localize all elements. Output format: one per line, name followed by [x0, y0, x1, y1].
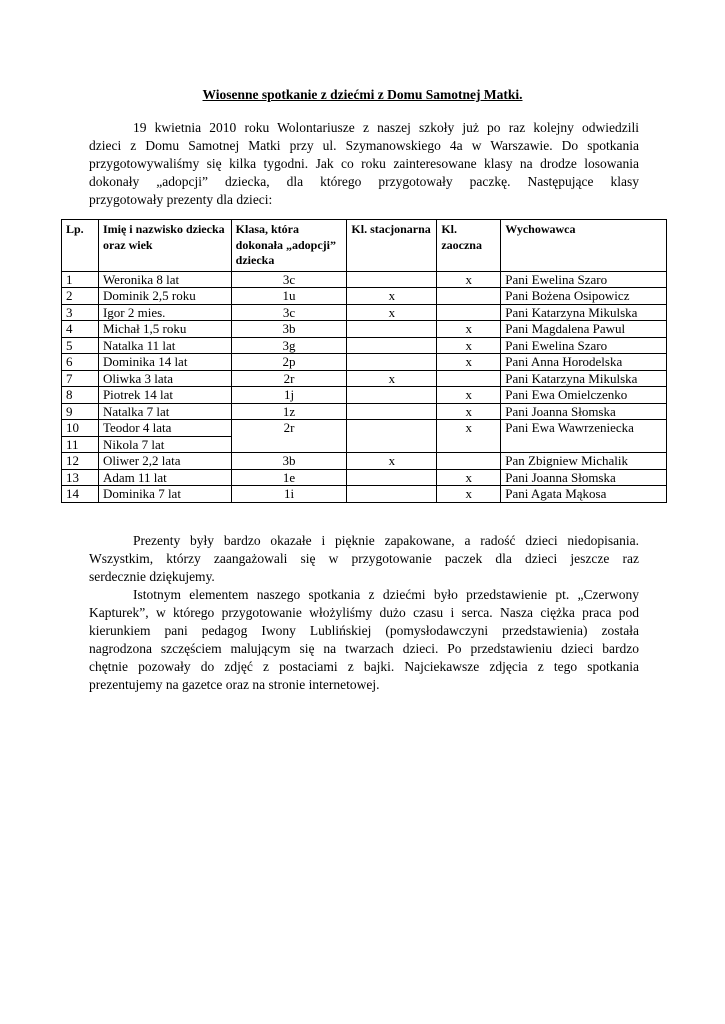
cell-lp: 4 [62, 321, 99, 338]
cell-class: 3b [231, 321, 347, 338]
cell-class: 1z [231, 403, 347, 420]
cell-name: Teodor 4 lata [98, 420, 231, 437]
cell-name: Dominika 7 lat [98, 486, 231, 503]
header-zaoczna: Kl. zaoczna [437, 220, 501, 272]
cell-lp: 8 [62, 387, 99, 404]
final-line: chętnie pozowały do zdjęć z postaciami z bajki. Najciekawsze zdjęcia z tego spotkania [89, 659, 639, 674]
cell-teacher: Pani Ewa Wawrzeniecka [501, 420, 667, 453]
cell-stacjonarna [347, 403, 437, 420]
cell-class: 3c [231, 304, 347, 321]
table-row [62, 486, 667, 503]
cell-class: 1j [231, 387, 347, 404]
intro-paragraph [89, 119, 639, 209]
cell-lp: 6 [62, 354, 99, 371]
cell-zaoczna: x [437, 469, 501, 486]
cell-zaoczna [437, 288, 501, 305]
cell-stacjonarna [347, 387, 437, 404]
table-row [62, 337, 667, 354]
cell-class: 1e [231, 469, 347, 486]
header-stacjonarna: Kl. stacjonarna [347, 220, 437, 272]
closing-line: Prezenty były bardzo okazałe i pięknie zapakowane, a radość dzieci niedopisania. [133, 533, 639, 548]
cell-lp: 7 [62, 370, 99, 387]
cell-zaoczna: x [437, 420, 501, 453]
header-teacher: Wychowawca [501, 220, 667, 272]
cell-zaoczna: x [437, 486, 501, 503]
cell-lp: 14 [62, 486, 99, 503]
cell-name: Weronika 8 lat [98, 271, 231, 288]
cell-name: Adam 11 lat [98, 469, 231, 486]
cell-teacher: Pani Magdalena Pawul [501, 321, 667, 338]
cell-lp: 3 [62, 304, 99, 321]
table-row [62, 387, 667, 404]
cell-zaoczna: x [437, 387, 501, 404]
cell-lp: 1 [62, 271, 99, 288]
cell-name: Natalka 11 lat [98, 337, 231, 354]
cell-stacjonarna [347, 321, 437, 338]
cell-lp: 12 [62, 453, 99, 470]
cell-stacjonarna [347, 469, 437, 486]
cell-zaoczna [437, 370, 501, 387]
closing-paragraph [89, 532, 639, 586]
cell-lp: 11 [62, 436, 99, 453]
cell-stacjonarna [347, 337, 437, 354]
cell-zaoczna: x [437, 337, 501, 354]
cell-lp: 10 [62, 420, 99, 437]
cell-lp: 2 [62, 288, 99, 305]
cell-teacher: Pani Bożena Osipowicz [501, 288, 667, 305]
cell-stacjonarna [347, 354, 437, 371]
final-line: Kapturek”, w którego przygotowanie włożyliśmy dużo czasu i serca. Nasza ciężka praca pod [89, 605, 639, 620]
cell-stacjonarna [347, 486, 437, 503]
final-line: prezentujemy na gazetce oraz na stronie internetowej. [89, 677, 380, 692]
cell-stacjonarna [347, 420, 437, 453]
cell-teacher: Pani Joanna Słomska [501, 403, 667, 420]
final-line: kierunkiem pani pedagog Iwony Lublińskiej (pomysłodawczyni przedstawienia) została [89, 623, 639, 638]
cell-teacher: Pan Zbigniew Michalik [501, 453, 667, 470]
cell-lp: 13 [62, 469, 99, 486]
cell-class: 2r [231, 370, 347, 387]
table-row [62, 403, 667, 420]
table-row [62, 271, 667, 288]
cell-zaoczna [437, 304, 501, 321]
table-row [62, 370, 667, 387]
intro-line: przygotowały prezenty dla dzieci: [89, 192, 273, 207]
cell-teacher: Pani Katarzyna Mikulska [501, 304, 667, 321]
cell-zaoczna: x [437, 403, 501, 420]
table-header-row [62, 220, 667, 272]
cell-name: Dominika 14 lat [98, 354, 231, 371]
cell-class: 1i [231, 486, 347, 503]
table-row [62, 354, 667, 371]
cell-teacher: Pani Agata Mąkosa [501, 486, 667, 503]
cell-stacjonarna: x [347, 288, 437, 305]
cell-name: Oliwka 3 lata [98, 370, 231, 387]
intro-line: dzieci z Domu Samotnej Matki przy ul. Szymanowskiego 4a w Warszawie. Do spotkania [89, 138, 639, 153]
cell-teacher: Pani Ewa Omielczenko [501, 387, 667, 404]
cell-teacher: Pani Anna Horodelska [501, 354, 667, 371]
cell-zaoczna [437, 453, 501, 470]
cell-stacjonarna: x [347, 453, 437, 470]
cell-class: 3g [231, 337, 347, 354]
cell-class: 3b [231, 453, 347, 470]
cell-name: Piotrek 14 lat [98, 387, 231, 404]
table-row [62, 420, 667, 437]
header-class: Klasa, która dokonała „adopcji” dziecka [231, 220, 347, 272]
cell-stacjonarna [347, 271, 437, 288]
final-paragraph [89, 586, 639, 694]
cell-zaoczna: x [437, 321, 501, 338]
cell-zaoczna: x [437, 271, 501, 288]
cell-name: Michał 1,5 roku [98, 321, 231, 338]
cell-class: 1u [231, 288, 347, 305]
cell-stacjonarna: x [347, 304, 437, 321]
cell-name: Oliwer 2,2 lata [98, 453, 231, 470]
header-name: Imię i nazwisko dziecka oraz wiek [98, 220, 231, 272]
cell-name: Dominik 2,5 roku [98, 288, 231, 305]
closing-line: serdecznie dziękujemy. [89, 569, 215, 584]
cell-teacher: Pani Ewelina Szaro [501, 271, 667, 288]
cell-teacher: Pani Ewelina Szaro [501, 337, 667, 354]
table-row [62, 288, 667, 305]
table-row [62, 304, 667, 321]
closing-line: Wszystkim, którzy zaangażowali się w przygotowanie paczek dla dzieci jeszcze raz [89, 551, 639, 566]
intro-line: dokonały „adopcji” dziecka, dla którego przygotowały paczkę. Następujące klasy [89, 174, 639, 189]
cell-name: Igor 2 mies. [98, 304, 231, 321]
children-table [61, 219, 667, 503]
final-line: nagrodzona szczęściem malującym się na twarzach dzieci. Po przedstawieniu dzieci bardzo [89, 641, 639, 656]
table-row [62, 469, 667, 486]
document-title: Wiosenne spotkanie z dziećmi z Domu Samotnej Matki. [202, 87, 523, 102]
intro-line: przygotowywaliśmy się kilka tygodni. Jak co roku zainteresowane klasy na drodze losowania [89, 156, 639, 171]
cell-name: Natalka 7 lat [98, 403, 231, 420]
cell-stacjonarna: x [347, 370, 437, 387]
cell-teacher: Pani Joanna Słomska [501, 469, 667, 486]
cell-class: 2p [231, 354, 347, 371]
cell-class: 3c [231, 271, 347, 288]
header-lp: Lp. [62, 220, 99, 272]
cell-class: 2r [231, 420, 347, 453]
cell-zaoczna: x [437, 354, 501, 371]
cell-lp: 5 [62, 337, 99, 354]
intro-line: 19 kwietnia 2010 roku Wolontariusze z naszej szkoły już po raz kolejny odwiedzili [133, 120, 639, 135]
table-row [62, 453, 667, 470]
cell-teacher: Pani Katarzyna Mikulska [501, 370, 667, 387]
cell-lp: 9 [62, 403, 99, 420]
cell-name: Nikola 7 lat [98, 436, 231, 453]
table-row [62, 321, 667, 338]
final-line: Istotnym elementem naszego spotkania z dziećmi było przedstawienie pt. „Czerwony [133, 587, 639, 602]
